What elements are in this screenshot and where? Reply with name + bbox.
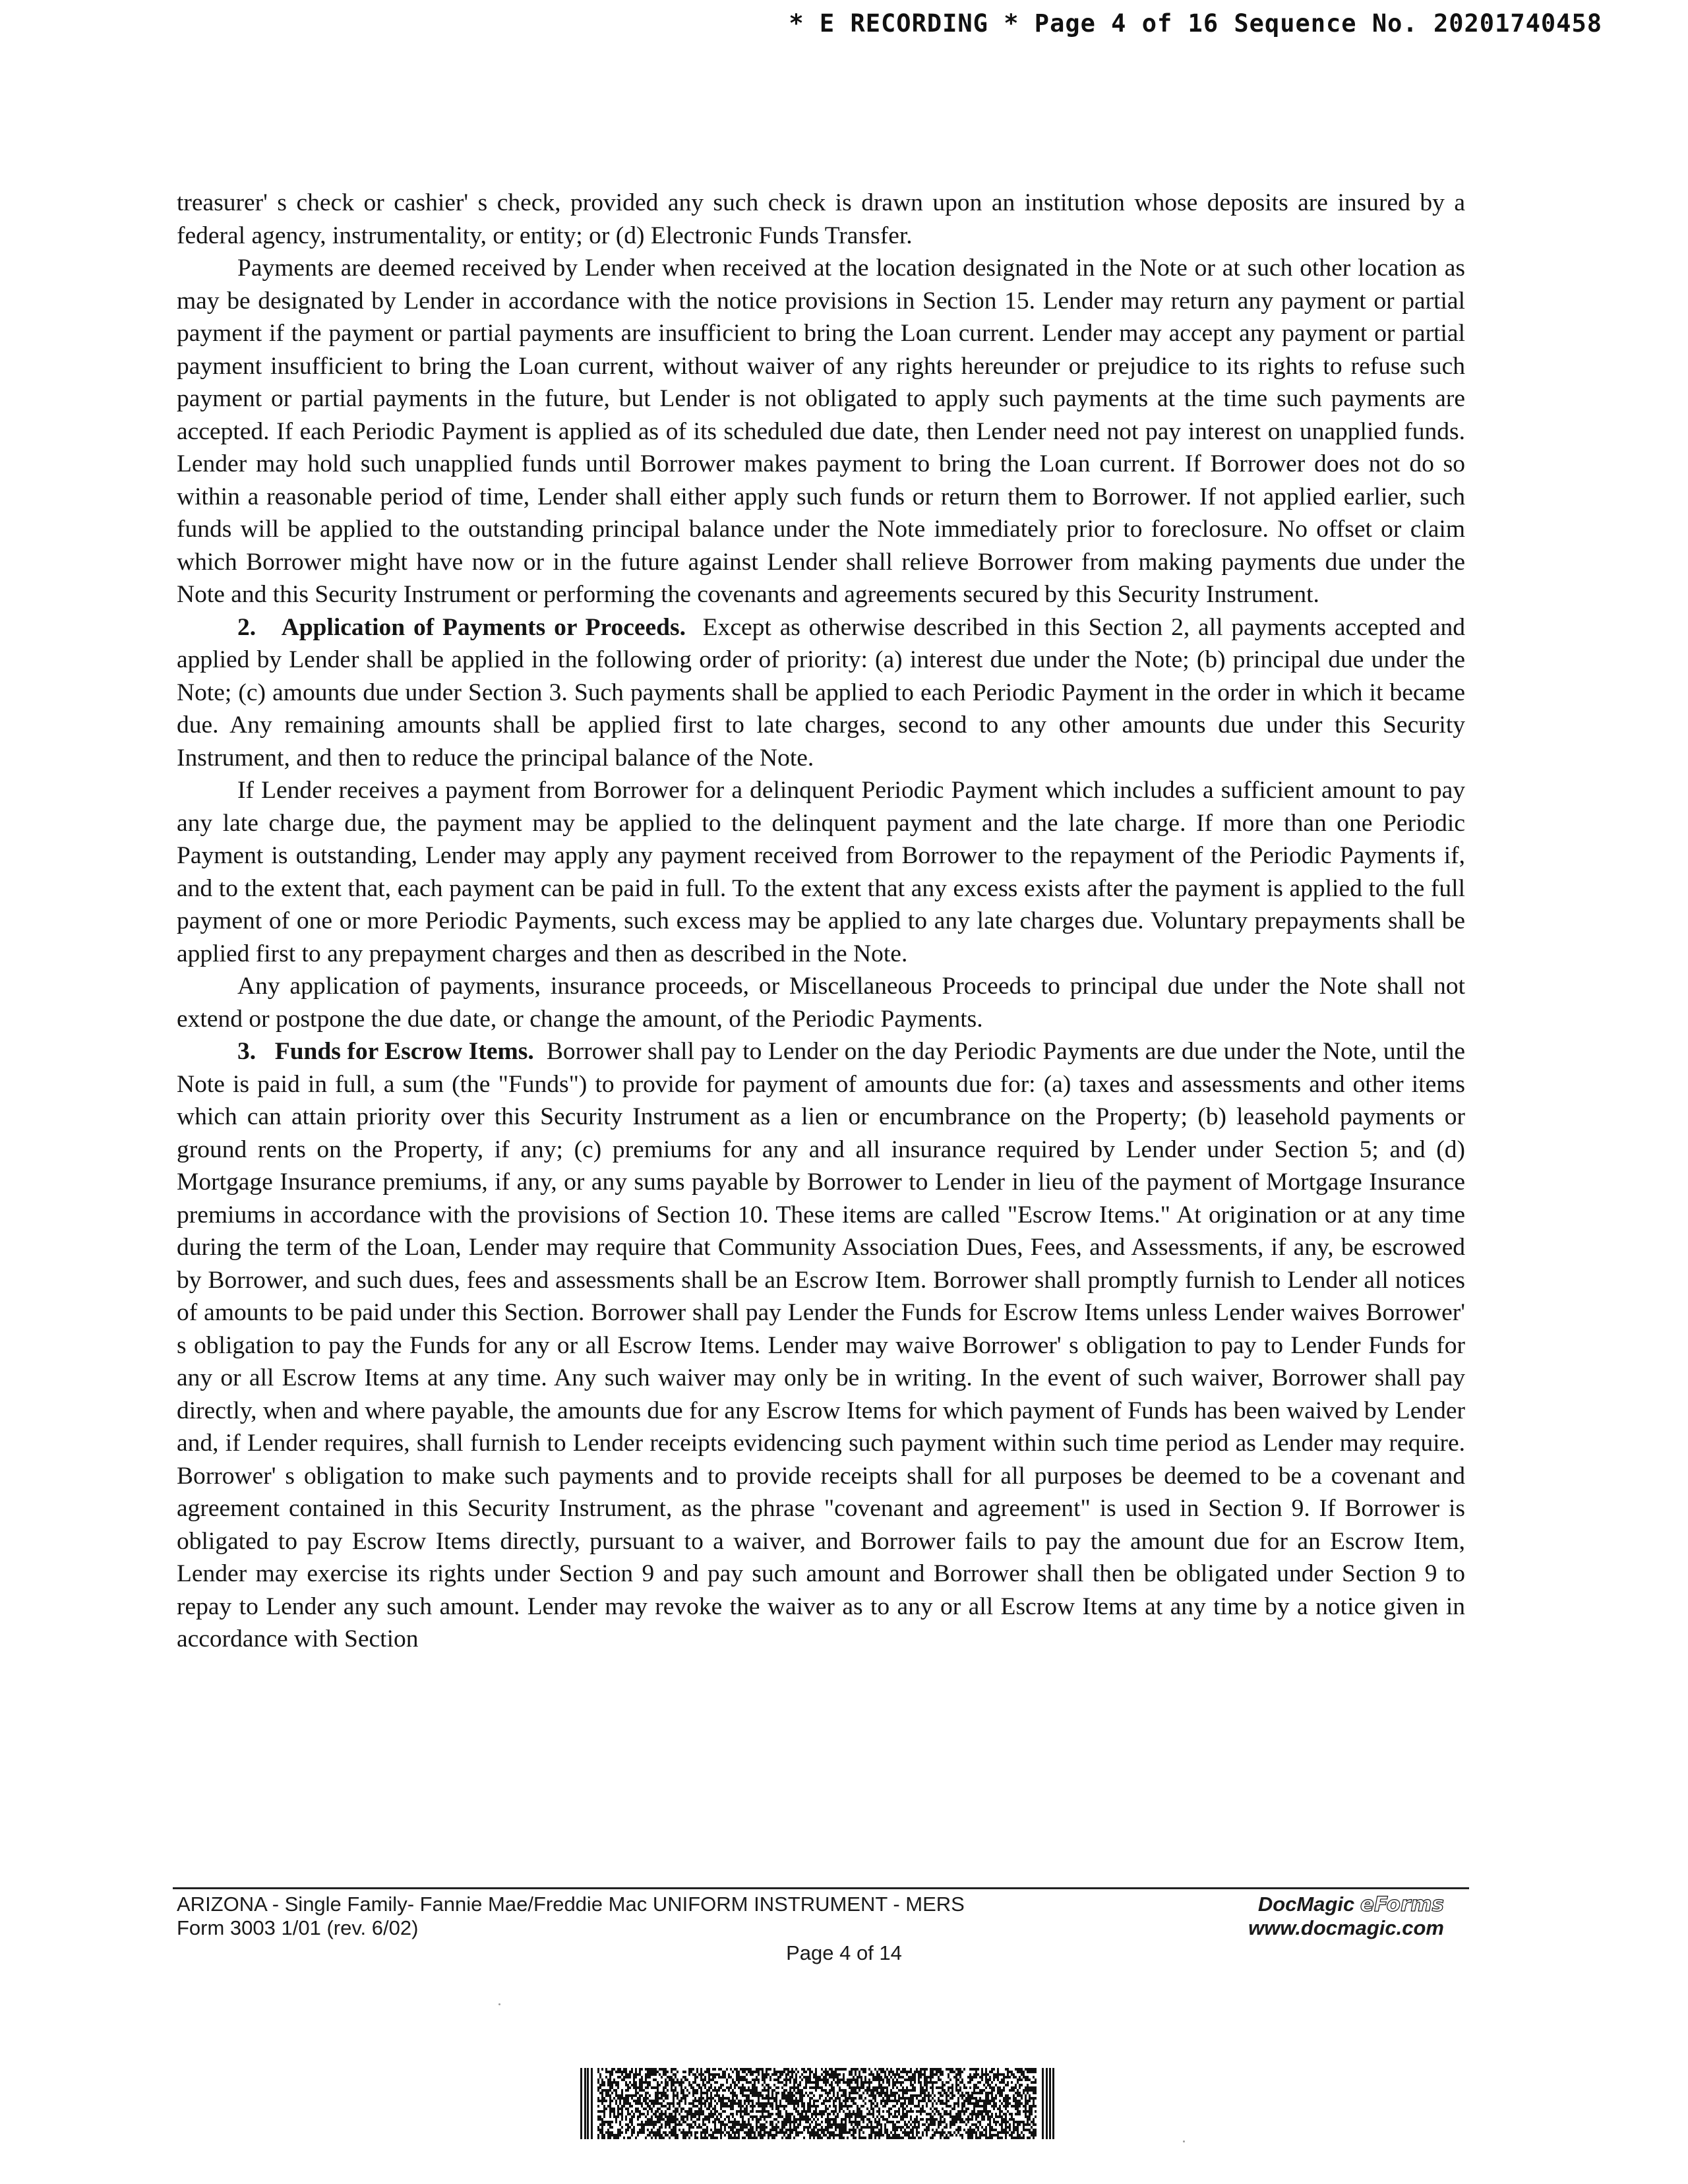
footer-divider — [173, 1887, 1469, 1889]
paragraph: If Lender receives a payment from Borrower for a delinquent Periodic Payment which includes a sufficient amount to pay any late charge due, the payment may be applied to the delinquent payment and the late charge. If more than one Periodic Payment is outstanding, Lender may apply any payment received from Borrower to the repayment of the Periodic Payments if, and to the extent that, each payment can be paid in full. To the extent that any excess exists after the payment is applied to the full payment of one or more Periodic Payments, such excess may be applied to any late charges due. Voluntary prepayments shall be applied first to any prepayment charges and then as described in the Note. — [177, 777, 1465, 967]
section-text: Except as otherwise described in this Section 2, all payments accepted and applied by Lender shall be applied in the following order of priority: (a) interest due under the Note; (b) principal due under the Note; (c) amounts due under Section 3. Such payments shall be applied to each Periodic Payment in the order in which it became due. Any remaining amounts shall be applied first to late charges, second to any other amounts due under this Security Instrument, and then to reduce the principal balance of the Note. — [177, 613, 1466, 772]
section-number: 2. — [237, 613, 256, 641]
section-3-paragraph — [177, 1035, 1465, 1656]
form-title: ARIZONA - Single Family- Fannie Mae/Freddie Mac UNIFORM INSTRUMENT - MERS — [177, 1893, 965, 1916]
section-title: Funds for Escrow Items. — [274, 1038, 534, 1065]
brand-name: DocMagic — [1257, 1893, 1355, 1916]
brand-url: www.docmagic.com — [1248, 1916, 1444, 1939]
form-number: Form 3003 1/01 (rev. 6/02) — [177, 1916, 419, 1939]
docmagic-branding — [1248, 1893, 1444, 1940]
document-body — [177, 187, 1465, 1656]
scan-speck — [498, 2003, 500, 2005]
section-title: Application of Payments or Proceeds. — [281, 613, 686, 641]
form-identification — [177, 1893, 965, 1940]
brand-eforms: eForms — [1360, 1893, 1444, 1916]
paragraph: treasurer' s check or cashier' s check, provided any such check is drawn upon an institution whose deposits are insured by a federal agency, instrumentality, or entity; or (d) Electronic Funds Transfer. — [177, 189, 1465, 249]
scan-speck — [1183, 2140, 1185, 2142]
paragraph: Any application of payments, insurance proceeds, or Miscellaneous Proceeds to principal due under the Note shall not extend or postpone the due date, or change the amount, of the Periodic Payments. — [177, 973, 1465, 1033]
recording-stamp: * E RECORDING * Page 4 of 16 Sequence No. 20201740458 — [789, 9, 1602, 38]
page-number: Page 4 of 14 — [786, 1941, 902, 1964]
section-number: 3. — [237, 1038, 256, 1065]
barcode-bars — [580, 2068, 1054, 2139]
paragraph: Payments are deemed received by Lender when received at the location designated in the Note or at such other location as may be designated by Lender in accordance with the notice provisions in Section 15. Lender may return any payment or partial payment if the payment or partial payments are insufficient to bring the Loan current. Lender may accept any payment or partial payment insufficient to bring the Loan current, without waiver of any rights hereunder or prejudice to its rights to refuse such payment or partial payments in the future, but Lender is not obligated to apply such payments at the time such payments are accepted. If each Periodic Payment is applied as of its scheduled due date, then Lender need not pay interest on unapplied funds. Lender may hold such unapplied funds until Borrower makes payment to bring the Loan current. If Borrower does not do so within a reasonable period of time, Lender shall either apply such funds or return them to Borrower. If not applied earlier, such funds will be applied to the outstanding principal balance under the Note immediately prior to foreclosure. No offset or claim which Borrower might have now or in the future against Lender shall relieve Borrower from making payments due under the Note and this Security Instrument or performing the covenants and agreements secured by this Security Instrument. — [177, 255, 1465, 608]
section-2-paragraph — [177, 611, 1465, 775]
barcode-image — [580, 2068, 1055, 2139]
docmagic-logo — [1248, 1893, 1444, 1916]
section-text: Borrower shall pay to Lender on the day Periodic Payments are due under the Note, until the Note is paid in full, a sum (the "Funds") to provide for payment of amounts due for: (a) taxes and assessments and other items which can attain priority over this Security Instrument as a lien or encumbrance on the Property; (b) leasehold payments or ground rents on the Property, if any; (c) premiums for any and all insurance required by Lender under Section 5; and (d) Mortgage Insurance premiums, if any, or any sums payable by Borrower to Lender in lieu of the payment of Mortgage Insurance premiums in accordance with the provisions of Section 10. These items are called "Escrow Items." At origination or at any time during the term of the Loan, Lender may require that Community Association Dues, Fees, and Assessments, if any, be escrowed by Borrower, and such dues, fees and assessments shall be an Escrow Item. Borrower shall promptly furnish to Lender all notices of amounts to be paid under this Section. Borrower shall pay Lender the Funds for Escrow Items unless Lender waives Borrower' s obligation to pay the Funds for any or all Escrow Items. Lender may waive Borrower' s obligation to pay to Lender Funds for any or all Escrow Items at any time. Any such waiver may only be in writing. In the event of such waiver, Borrower shall pay directly, when and where payable, the amounts due for any Escrow Items for which payment of Funds has been waived by Lender and, if Lender requires, shall furnish to Lender receipts evidencing such payment within such time period as Lender may require. Borrower' s obligation to make such payments and to provide receipts shall for all purposes be deemed to be a covenant and agreement contained in this Security Instrument, as the phrase "covenant and agreement" is used in Section 9. If Borrower is obligated to pay Escrow Items directly, pursuant to a waiver, and Borrower fails to pay the amount due for an Escrow Item, Lender may exercise its rights under Section 9 and pay such amount and Borrower shall then be obligated under Section 9 to repay to Lender any such amount. Lender may revoke the waiver as to any or all Escrow Items at any time by a notice given in accordance with Section — [177, 1038, 1466, 1653]
